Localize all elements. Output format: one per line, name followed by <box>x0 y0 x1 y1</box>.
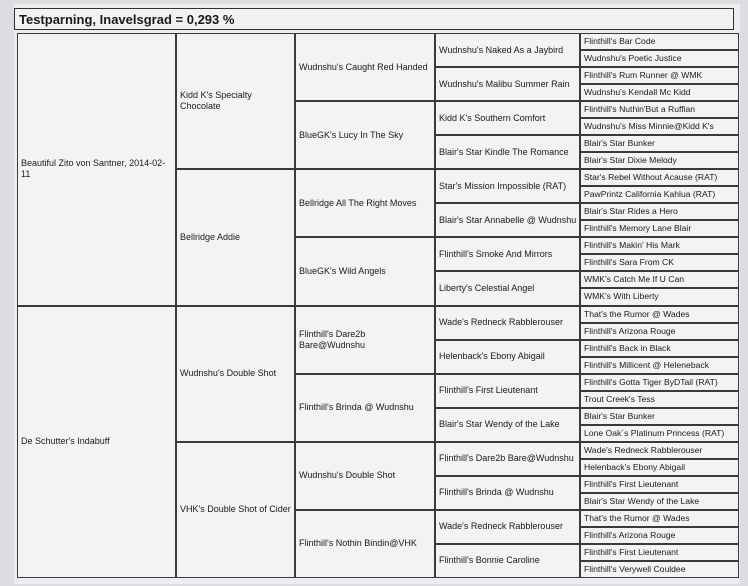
pedigree-cell-gen3 <box>295 374 435 442</box>
pedigree-cell-gen4 <box>435 306 580 340</box>
pedigree-cell-gen5 <box>580 323 739 340</box>
ancestor-name: Blair's Star Wendy of the Lake <box>439 419 560 430</box>
pedigree-cell-gen3 <box>295 237 435 305</box>
ancestor-name: Flinthill's Makin' His Mark <box>584 240 680 251</box>
pedigree-cell-gen4 <box>435 135 580 169</box>
pedigree-cell-gen5 <box>580 493 739 510</box>
ancestor-name: That's the Rumor @ Wades <box>584 512 690 523</box>
pedigree-cell-gen2 <box>176 442 295 578</box>
ancestor-name: Flinthill's Arizona Rouge <box>584 325 676 336</box>
pedigree-cell-gen4 <box>435 510 580 544</box>
ancestor-name: Flinthill's Rum Runner @ WMK <box>584 70 703 81</box>
pedigree-cell-gen5 <box>580 510 739 527</box>
ancestor-name: Flinthill's Bonnie Caroline <box>439 555 540 566</box>
pedigree-cell-gen5 <box>580 544 739 561</box>
ancestor-name: Trout Creek's Tess <box>584 393 655 404</box>
pedigree-cell-gen5 <box>580 33 739 50</box>
pedigree-cell-gen5 <box>580 203 739 220</box>
ancestor-name: Wudnshu's Poetic Justice <box>584 53 682 64</box>
pedigree-cell-gen5 <box>580 237 739 254</box>
pedigree-cell-gen5 <box>580 288 739 305</box>
ancestor-name: Wudnshu's Caught Red Handed <box>299 61 428 72</box>
pedigree-cell-gen5 <box>580 459 739 476</box>
pedigree-cell-gen5 <box>580 152 739 169</box>
ancestor-name: Flinthill's Nothin Bindin@VHK <box>299 538 417 549</box>
ancestor-name: Blair's Star Rides a Hero <box>584 206 678 217</box>
pedigree-cell-gen5 <box>580 254 739 271</box>
ancestor-name: Lone Oak´s Platinum Princess (RAT) <box>584 427 725 438</box>
pedigree-cell-gen5 <box>580 442 739 459</box>
pedigree-cell-gen2 <box>176 33 295 169</box>
pedigree-cell-gen5 <box>580 186 739 203</box>
ancestor-name: Blair's Star Dixie Melody <box>584 155 677 166</box>
pedigree-cell-gen4 <box>435 408 580 442</box>
pedigree-cell-gen5 <box>580 84 739 101</box>
ancestor-name: VHK's Double Shot of Cider <box>180 504 291 515</box>
pedigree-cell-gen5 <box>580 357 739 374</box>
pedigree-cell-gen5 <box>580 169 739 186</box>
ancestor-name: Wudnshu's Malibu Summer Rain <box>439 78 570 89</box>
pedigree-cell-gen5 <box>580 425 739 442</box>
pedigree-cell-gen5 <box>580 391 739 408</box>
ancestor-name: Flinthill's Millicent @ Heleneback <box>584 359 709 370</box>
pedigree-cell-gen1 <box>17 306 176 579</box>
pedigree-cell-gen5 <box>580 271 739 288</box>
ancestor-name: Flinthill's Memory Lane Blair <box>584 223 692 234</box>
ancestor-name: WMK's Catch Me If U Can <box>584 274 685 285</box>
pedigree-cell-gen4 <box>435 67 580 101</box>
ancestor-name: Helenback's Ebony Abigail <box>584 461 686 472</box>
ancestor-name: Flinthill's Verywell Couldee <box>584 563 686 574</box>
ancestor-name: Flinthill's Smoke And Mirrors <box>439 248 553 259</box>
pedigree-cell-gen3 <box>295 442 435 510</box>
ancestor-name: De Schutter's Indabuff <box>21 436 110 447</box>
ancestor-name: Star's Rebel Without Acause (RAT) <box>584 172 718 183</box>
ancestor-name: Liberty's Celestial Angel <box>439 282 535 293</box>
pedigree-cell-gen5 <box>580 220 739 237</box>
pedigree-cell-gen5 <box>580 527 739 544</box>
pedigree-cell-gen2 <box>176 306 295 442</box>
pedigree-cell-gen4 <box>435 33 580 67</box>
pedigree-cell-gen5 <box>580 408 739 425</box>
ancestor-name: Wudnshu's Naked As a Jaybird <box>439 44 564 55</box>
pedigree-cell-gen4 <box>435 374 580 408</box>
pedigree-cell-gen4 <box>435 203 580 237</box>
ancestor-name: Wudnshu's Miss Minnie@Kidd K's <box>584 121 714 132</box>
page-title: Testparning, Inavelsgrad = 0,293 % <box>19 12 235 27</box>
pedigree-cell-gen3 <box>295 306 435 374</box>
ancestor-name: Flinthill's First Lieutenant <box>439 385 538 396</box>
pedigree-cell-gen4 <box>435 340 580 374</box>
pedigree-cell-gen4 <box>435 169 580 203</box>
pedigree-cell-gen3 <box>295 101 435 169</box>
ancestor-name: Flinthill's Brinda @ Wudnshu <box>439 487 554 498</box>
ancestor-name: Kidd K's Specialty Chocolate <box>180 90 252 112</box>
ancestor-name: Bellridge Addie <box>180 231 241 242</box>
ancestor-name: Blair's Star Bunker <box>584 410 655 421</box>
ancestor-name: Star's Mission Impossible (RAT) <box>439 180 567 191</box>
pedigree-cell-gen4 <box>435 101 580 135</box>
ancestor-name: Wudnshu's Double Shot <box>299 470 396 481</box>
ancestor-name: Wudnshu's Double Shot <box>180 368 277 379</box>
ancestor-name: Wade's Redneck Rabblerouser <box>439 317 563 328</box>
ancestor-name: BlueGK's Wild Angels <box>299 265 386 276</box>
ancestor-name: Flinthill's First Lieutenant <box>584 546 679 557</box>
ancestor-name: Blair's Star Bunker <box>584 138 655 149</box>
pedigree-cell-gen5 <box>580 118 739 135</box>
pedigree-cell-gen5 <box>580 476 739 493</box>
ancestor-name: Flinthill's Gotta Tiger ByDTail (RAT) <box>584 376 718 387</box>
pedigree-cell-gen1 <box>17 33 176 306</box>
ancestor-name: Wudnshu's Kendall Mc Kidd <box>584 87 691 98</box>
ancestor-name: Wade's Redneck Rabblerouser <box>584 444 703 455</box>
ancestor-name: Wade's Redneck Rabblerouser <box>439 521 563 532</box>
pedigree-cell-gen2 <box>176 169 295 305</box>
pedigree-cell-gen5 <box>580 101 739 118</box>
pedigree-cell-gen3 <box>295 33 435 101</box>
ancestor-name: Blair's Star Kindle The Romance <box>439 146 569 157</box>
ancestor-name: PawPrintz California Kahlua (RAT) <box>584 189 716 200</box>
pedigree-cell-gen4 <box>435 271 580 305</box>
pedigree-cell-gen4 <box>435 237 580 271</box>
ancestor-name: Flinthill's Sara From CK <box>584 257 674 268</box>
ancestor-name: Flinthill's First Lieutenant <box>584 478 679 489</box>
ancestor-name: Bellridge All The Right Moves <box>299 197 417 208</box>
pedigree-cell-gen5 <box>580 306 739 323</box>
ancestor-name: That's the Rumor @ Wades <box>584 308 690 319</box>
ancestor-name: WMK's With Liberty <box>584 291 659 302</box>
pedigree-cell-gen4 <box>435 544 580 578</box>
ancestor-name: Flinthill's Brinda @ Wudnshu <box>299 402 414 413</box>
ancestor-name: Kidd K's Southern Comfort <box>439 112 546 123</box>
ancestor-name: Blair's Star Wendy of the Lake <box>584 495 700 506</box>
pedigree-cell-gen5 <box>580 67 739 84</box>
pedigree-cell-gen5 <box>580 135 739 152</box>
pedigree-cell-gen3 <box>295 169 435 237</box>
pedigree-cell-gen4 <box>435 476 580 510</box>
pedigree-cell-gen5 <box>580 340 739 357</box>
pedigree-cell-gen5 <box>580 374 739 391</box>
ancestor-name: Beautiful Zito von Santner, 2014-02-11 <box>21 158 166 180</box>
ancestor-name: Flinthill's Back in Black <box>584 342 671 353</box>
pedigree-cell-gen5 <box>580 50 739 67</box>
pedigree-cell-gen5 <box>580 561 739 578</box>
ancestor-name: Flinthill's Dare2b Bare@Wudnshu <box>439 453 574 464</box>
ancestor-name: Helenback's Ebony Abigail <box>439 351 545 362</box>
ancestor-name: Blair's Star Annabelle @ Wudnshu <box>439 214 577 225</box>
ancestor-name: Flinthill's Bar Code <box>584 36 656 47</box>
ancestor-name: Flinthill's Dare2b Bare@Wudnshu <box>299 328 366 350</box>
ancestor-name: Flinthill's Arizona Rouge <box>584 529 676 540</box>
ancestor-name: BlueGK's Lucy In The Sky <box>299 129 404 140</box>
ancestor-name: Flinthill's Nuthin'But a Ruffian <box>584 104 696 115</box>
pedigree-cell-gen4 <box>435 442 580 476</box>
pedigree-cell-gen3 <box>295 510 435 578</box>
